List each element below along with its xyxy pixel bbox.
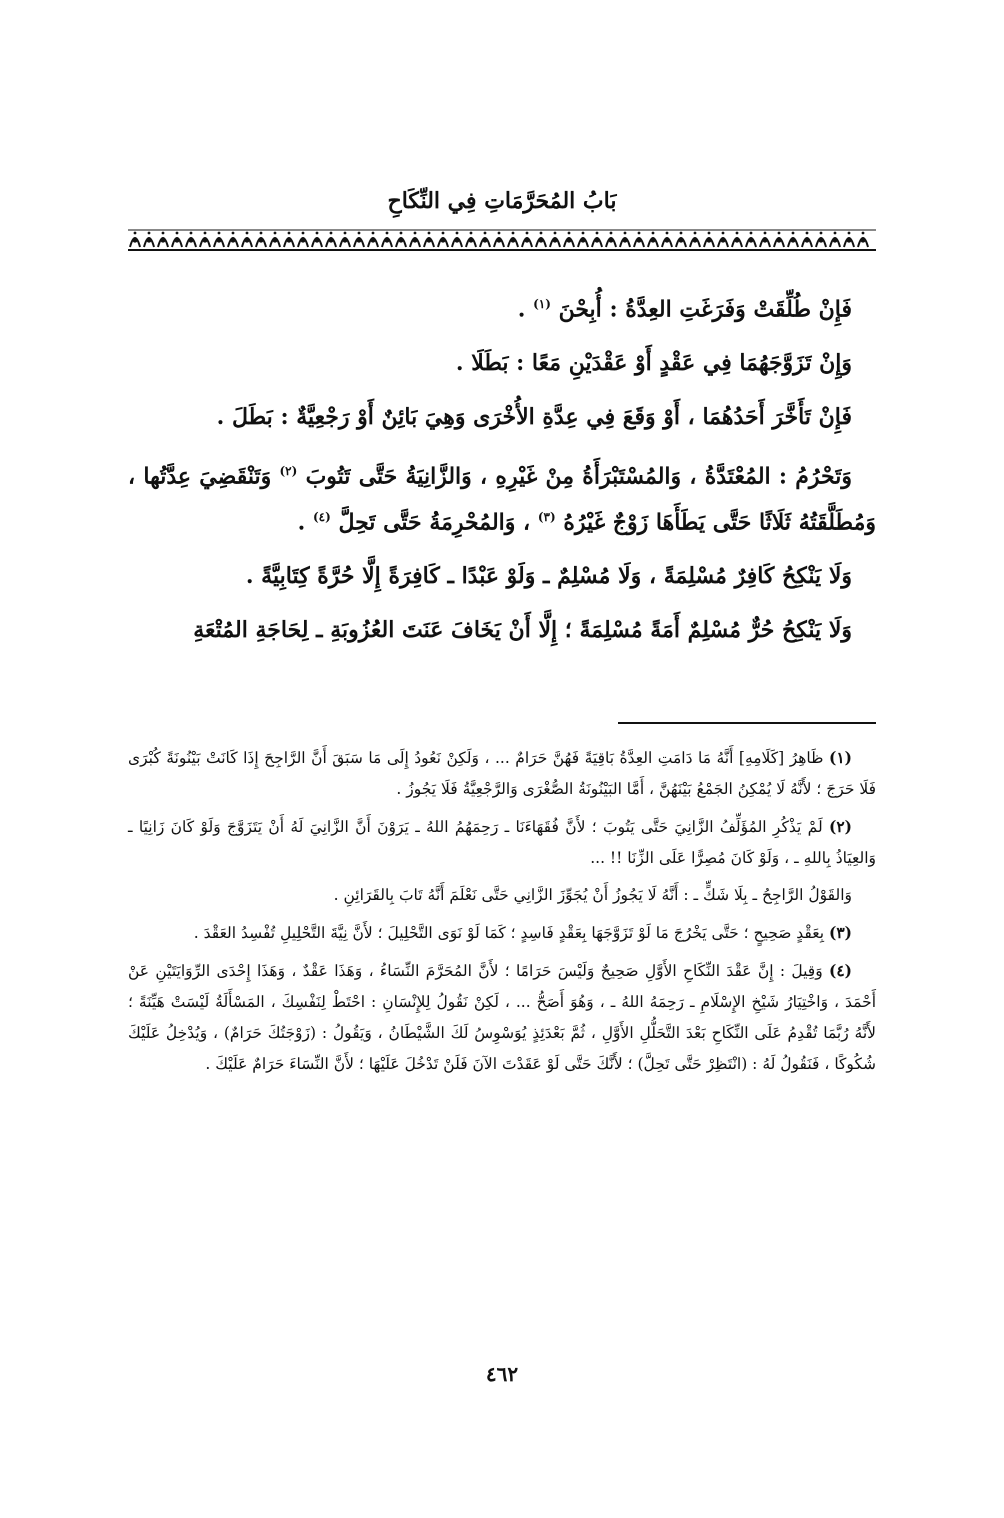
page-number: ٤٦٢ xyxy=(485,1362,519,1386)
footnote-ref-4: (٤) xyxy=(312,509,331,524)
paragraph-6: وَلَا يَنْكِحُ حُرٌّ مُسْلِمٌ أَمَةً مُسْلِمَةً ؛ إِلَّا أَنْ يَخَافَ عَنَتَ العُزُوبَةِ ـ لِحَاجَةِ المُتْعَةِ xyxy=(193,616,852,643)
paragraph-1: فَإِنْ طُلِّقَتْ وَفَرَغَتِ العِدَّةُ : أُبِحْنَ $^{(١)}$ . xyxy=(517,296,852,323)
paragraph-3: فَإِنْ تَأَخَّرَ أَحَدُهُمَا ، أَوْ وَقَعَ فِي عِدَّةِ الأُخْرَى وَهِيَ بَائِنٌ أَوْ رَجْعِيَّةٌ : بَطَلَ . xyxy=(216,404,852,431)
main-text xyxy=(128,284,876,650)
footnote-ref-2: (٢) xyxy=(279,464,298,479)
footnote-3: (٣) بِعَقْدٍ صَحِيحٍ ؛ حَتَّى يَخْرُجَ مَا لَوْ تَزَوَّجَهَا بِعَقْدٍ فَاسِدٍ ؛ كَمَا لَوْ نَوَى التَّحْلِيلَ ؛ لأَنَّ نِيَّةَ التَّحْلِيلِ تُفْسِدُ العَقْدَ . xyxy=(193,923,852,942)
footnotes xyxy=(128,742,876,1086)
chapter-title: بَابُ المُحَرَّمَاتِ فِي النِّكَاحِ xyxy=(387,188,617,214)
footnote-4: (٤) وَقِيلَ : إِنَّ عَقْدَ النِّكَاحِ الأَوَّلِ صَحِيحٌ وَلَيْسَ حَرَامًا ؛ لأَنَّ المُحَرَّمَ النِّسَاءُ ، وَهَذَا عَقْدٌ ، وَهَذَا إِحْدَى الرِّوَايَتَيْنِ عَنْ أَحْمَدَ ، وَاخْتِيَارُ شَيْخِ الإِسْلَامِ ـ رَحِمَهُ اللهُ ـ ، وَهُوَ أَصَحُّ ... ، لَكِنْ نَقُولُ لِلإِنْسَانِ : احْتَطْ لِنَفْسِكَ ، المَسْأَلَةُ لَيْسَتْ هَيِّنَةً ؛ لأَنَّهُ رُبَّمَا تُقْدِمُ عَلَى النِّكَاحِ بَعْدَ التَّحَلُّلِ الأَوَّلِ ، ثُمَّ بَعْدَئِذٍ يُوَسْوِسُ لَكَ الشَّيْطَانُ ، وَيَقُولُ : (زَوْجَتُكَ حَرَامٌ) ، وَيُدْخِلُ عَلَيْكَ شُكُوكًا ، فَنَقُولُ لَهُ : (انْتَظِرْ حَتَّى تَحِلَّ) ؛ لأَنَّكَ حَتَّى لَوْ عَقَدْتَ الآنَ فَلَنْ تَدْخُلَ عَلَيْهَا ؛ لأَنَّ النِّسَاءَ حَرَامٌ عَلَيْكَ . xyxy=(128,961,876,1073)
footnote-divider xyxy=(618,722,876,724)
footnote-ref-3: (٣) xyxy=(537,509,556,524)
paragraph-2: وَإِنْ تَزَوَّجَهُمَا فِي عَقْدٍ أَوْ عَقْدَيْنِ مَعًا : بَطَلَا . xyxy=(455,350,852,377)
footnote-1: (١) ظَاهِرُ [كَلَامِهِ] أَنَّهُ مَا دَامَتِ العِدَّةُ بَاقِيَةً فَهُنَّ حَرَامٌ ... ، وَلَكِنْ نَعُودُ إِلَى مَا سَبَقَ أَنَّ الرَّاجِحَ إِذَا كَانَتْ بَيْنُونَةً كُبْرَى فَلَا حَرَجَ ؛ لأَنَّهُ لَا يُمْكِنُ الجَمْعُ بَيْنَهُنَّ ، أَمَّا البَيْنُونَةُ الصُّغْرَى وَالرَّجْعِيَّةُ فَلَا يَجُوزُ . xyxy=(128,748,876,798)
footnote-ref-1: (١) xyxy=(533,297,551,311)
ornament-svg xyxy=(128,227,876,253)
footnote-2: (٢) لَمْ يَذْكُرِ المُؤَلِّفُ الزَّانِيَ حَتَّى يَتُوبَ ؛ لأَنَّ فُقَهَاءَنَا ـ رَحِمَهُمُ اللهُ ـ يَرَوْنَ أَنَّ الزَّانِيَ لَهُ أَنْ يَتَزَوَّجَ وَلَوْ كَانَ زَانِيًا ـ وَالعِيَاذُ بِاللهِ ـ ، وَلَوْ كَانَ مُصِرًّا عَلَى الزِّنَا !! ... xyxy=(128,817,876,867)
page-header xyxy=(0,186,1004,216)
footnote-2-continuation: وَالقَوْلُ الرَّاجِحُ ـ بِلَا شَكٍّ ـ : أَنَّهُ لَا يَجُوزُ أَنْ يُجَوِّزَ الزَّانِي حَتَّى نَعْلَمَ أَنَّهُ تَابَ بِالقَرَائِنِ . xyxy=(333,886,852,904)
decorative-ornament-border xyxy=(128,227,876,253)
paragraph-4: وَتَحْرُمُ : المُعْتَدَّةُ ، وَالمُسْتَبْرَأَةُ مِنْ غَيْرِهِ ، وَالزَّانِيَةُ حَتَّى تَتُوبَ $^{(٢)}$ وَتَنْقَضِيَ عِدَّتُها ، وَمُطَلَّقَتُهُ ثَلَاثًا حَتَّى يَطَأَهَا زَوْجٌ غَيْرُهُ $^{(٣)}$ ، وَالمُحْرِمَةُ حَتَّى تَحِلَّ $^{(٤)}$ . xyxy=(128,463,876,535)
paragraph-5: وَلَا يَنْكِحُ كَافِرٌ مُسْلِمَةً ، وَلَا مُسْلِمٌ ـ وَلَوْ عَبْدًا ـ كَافِرَةً إِلَّا حُرَّةً كِتَابِيَّةً . xyxy=(245,562,852,589)
